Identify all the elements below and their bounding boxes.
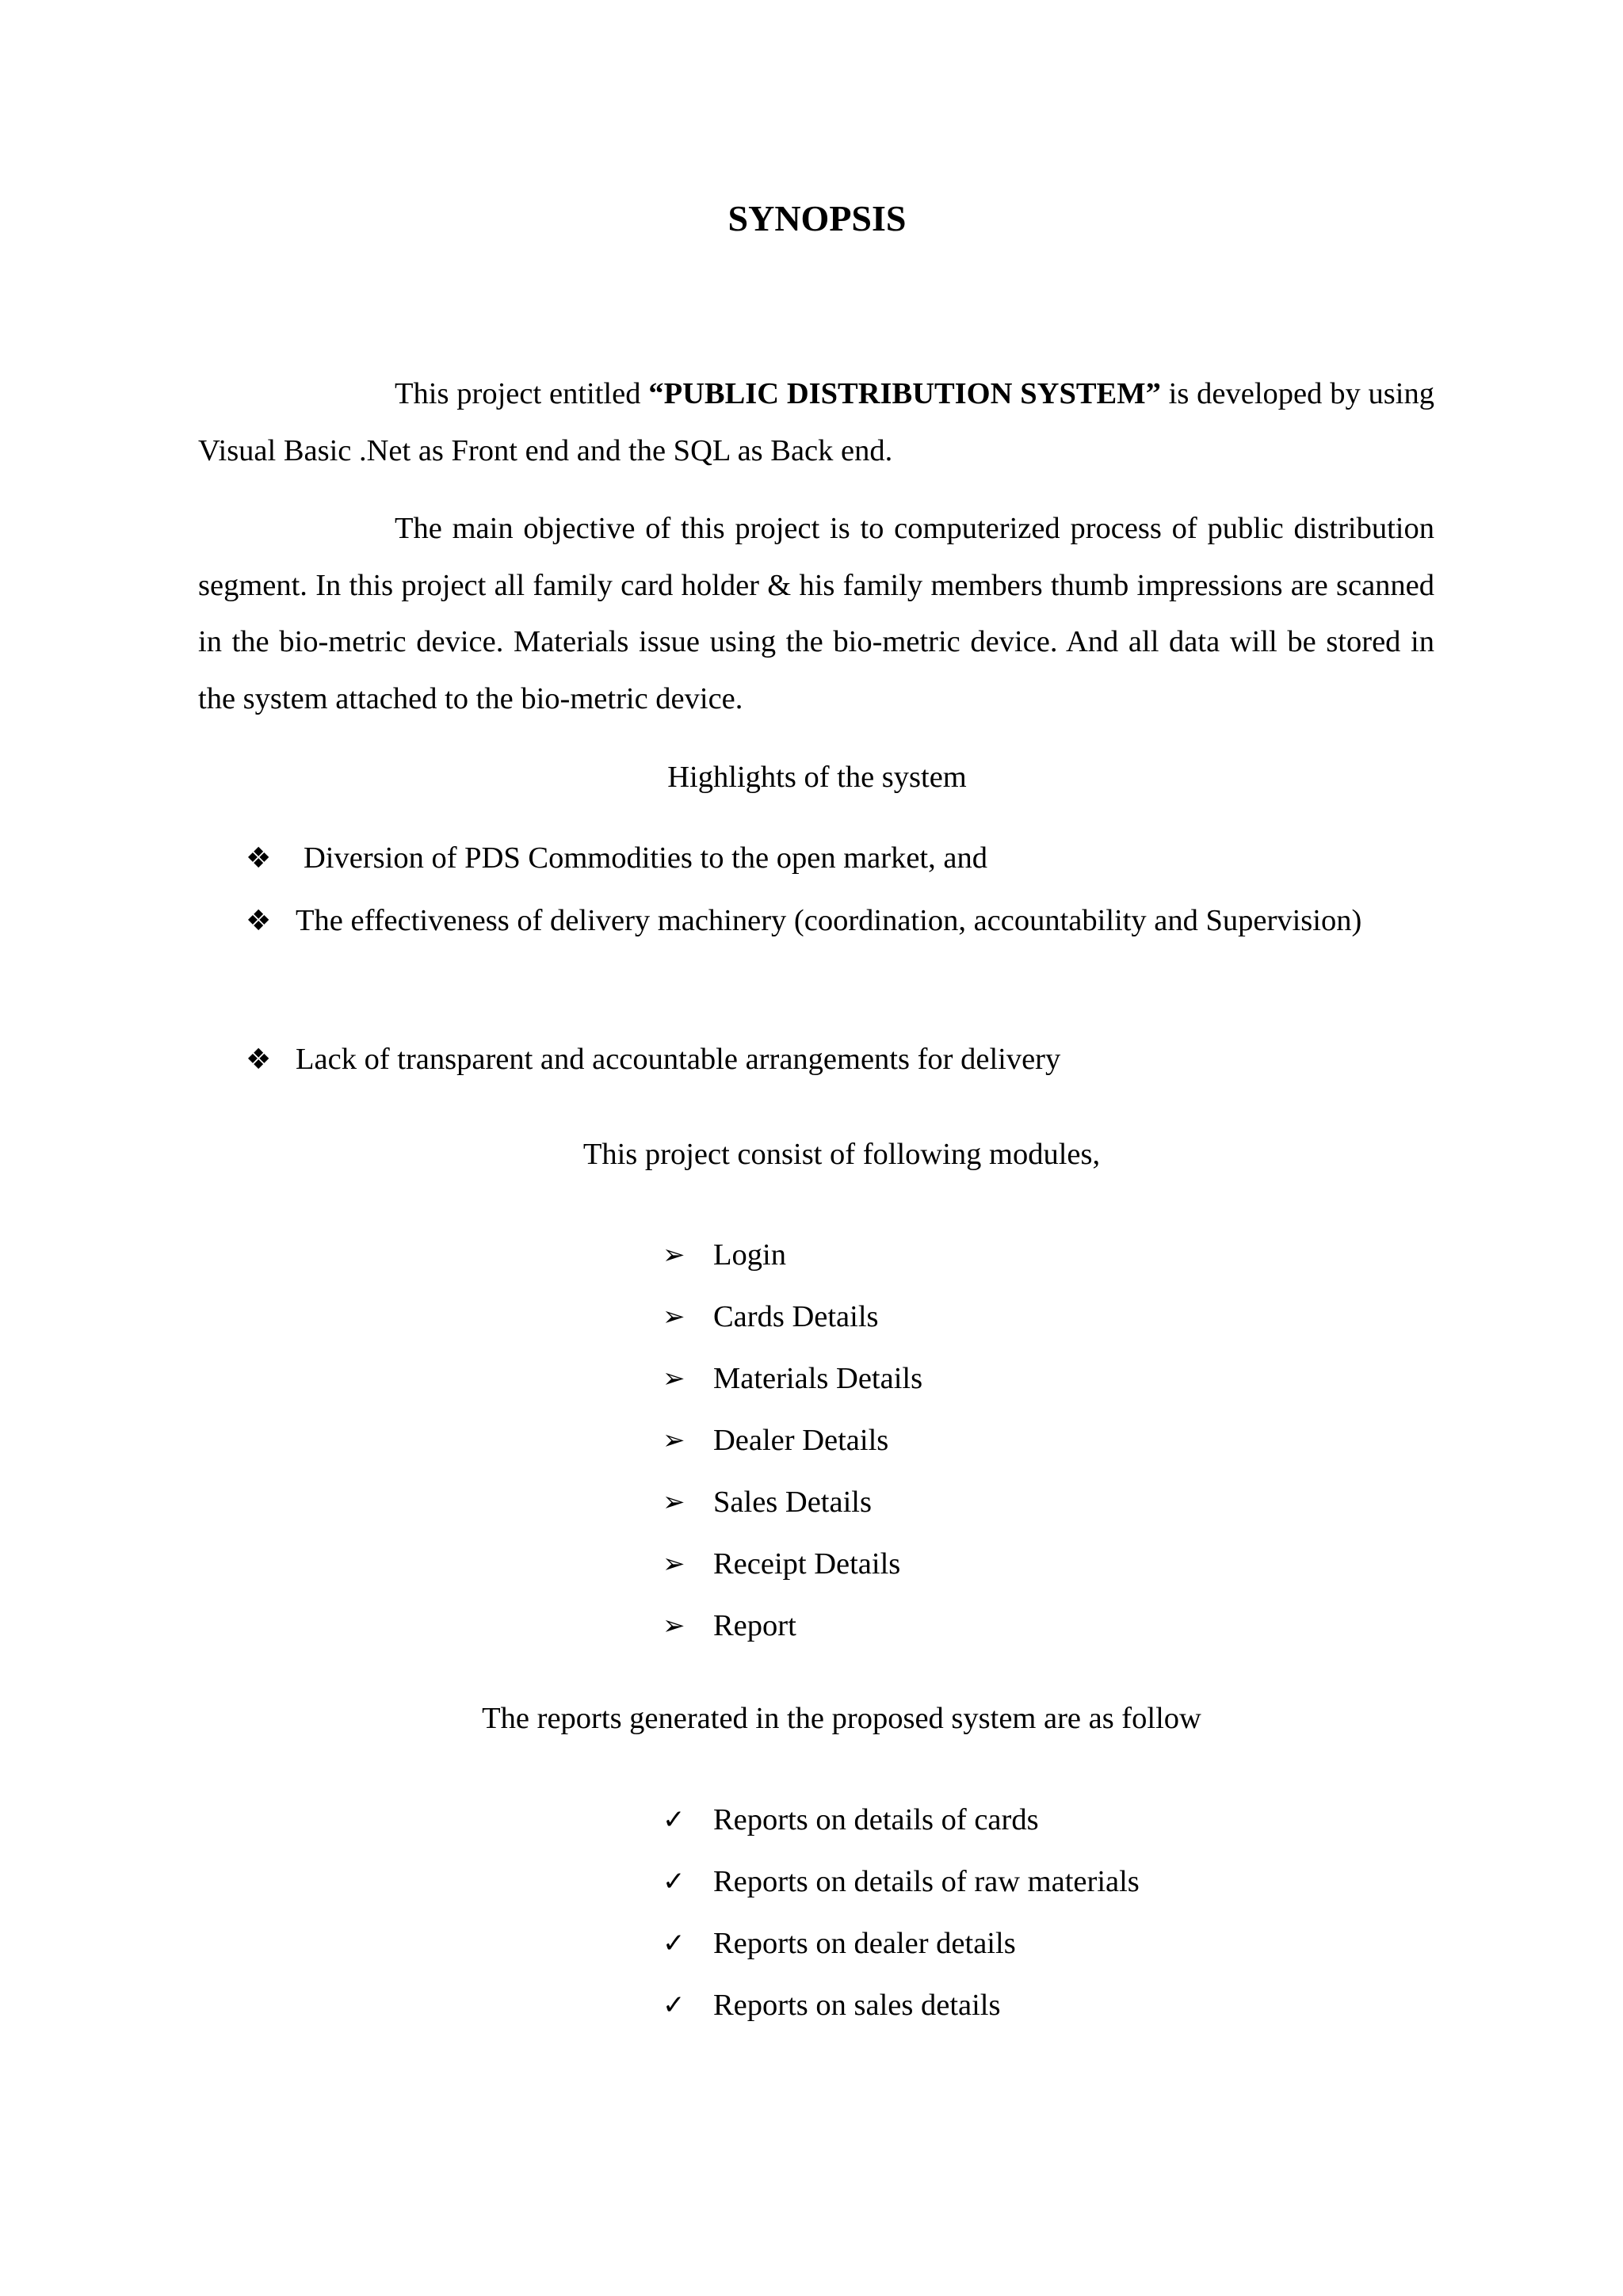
check-mark-icon: ✓ — [663, 1866, 685, 1897]
intro-text-before: This project entitled — [395, 377, 649, 410]
arrowhead-bullet-icon: ➢ — [663, 1548, 685, 1580]
project-name: “PUBLIC DISTRIBUTION SYSTEM” — [648, 377, 1161, 410]
objective-text: The main objective of this project is to computerized process of public distribution segment. In this project all family card holder & his family members thumb impressions are scanned in the bio-metric device. Materials issue using the bio-metric device. And all data will be stored in the system attached to the bio-metric device. — [198, 512, 1434, 715]
page-title: SYNOPSIS — [727, 198, 907, 238]
four-diamond-bullet-icon: ❖ — [246, 1043, 272, 1076]
reports-heading: The reports generated in the proposed system are as follow — [482, 1702, 1201, 1735]
check-mark-icon: ✓ — [663, 1989, 685, 2021]
highlights-heading: Highlights of the system — [667, 761, 967, 794]
arrowhead-bullet-icon: ➢ — [663, 1239, 685, 1271]
document-page: SYNOPSIS This project entitled “PUBLIC DISTRIBUTION SYSTEM” is developed by using Visual Basic .Net as Front end and the SQL as Back end. The main objective of this project is to computerized process of public distribution segment. In this project all family card holder & his family members thumb impressions are scanned in the bio-metric device. Materials issue using the bio-metric device. And all data will be stored in the system attached to the bio-metric device. Highlights of the system ❖ Diversion of PDS Commodities to the open market, and ❖ The effectiveness of delivery machinery (coordination, accountability and Supervision) ❖ Lack of transparent and accountable arrangements for delivery This project consist of following modules, ➢ Login ➢ Cards Details ➢ Materials Details ➢ Dealer Details ➢ Sales Details ➢ Receipt Details ➢ Report The reports generated in the proposed system are as follow ✓ Reports on details of cards ✓ Reports on details of raw materials ✓ Reports on dealer details ✓ Reports on sales details — [0, 0, 1623, 2296]
arrowhead-bullet-icon: ➢ — [663, 1425, 685, 1456]
arrowhead-bullet-icon: ➢ — [663, 1363, 685, 1394]
check-mark-icon: ✓ — [663, 1928, 685, 1959]
arrowhead-bullet-icon: ➢ — [663, 1301, 685, 1333]
check-mark-icon: ✓ — [663, 1804, 685, 1836]
four-diamond-bullet-icon: ❖ — [246, 905, 272, 937]
four-diamond-bullet-icon: ❖ — [246, 842, 272, 875]
arrowhead-bullet-icon: ➢ — [663, 1610, 685, 1642]
modules-heading: This project consist of following modules, — [582, 1138, 1101, 1171]
list-item: ❖ The effectiveness of delivery machinery (coordination, accountability and Supervision) — [246, 893, 1436, 1008]
intro-paragraph — [198, 366, 1434, 479]
arrowhead-bullet-icon: ➢ — [663, 1486, 685, 1518]
objective-paragraph — [198, 501, 1434, 727]
intro-text-after: is developed by using Visual Basic .Net as Front end and the SQL as Back end. — [198, 377, 1434, 467]
